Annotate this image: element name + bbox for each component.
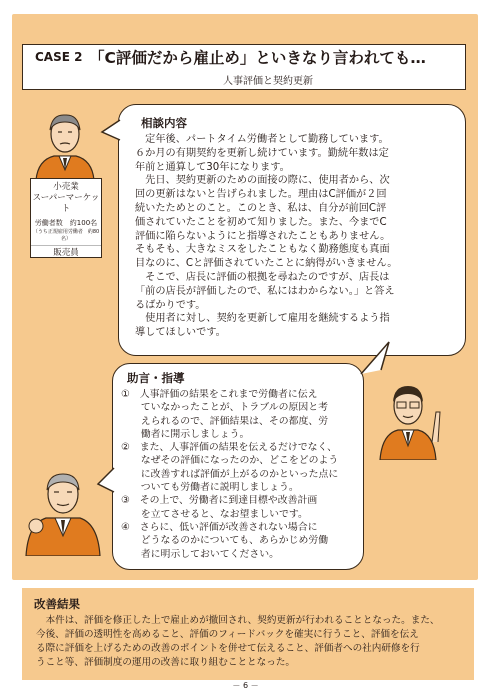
worker-industry: 小売業 <box>53 182 79 192</box>
employer-illustration <box>22 464 104 556</box>
consultation-text: 定年後、パートタイム労働者として勤務しています。 ６か月の有期契約を更新し続けています。勤続年数は定 年前と通算して30年になります。 先日、契約更新のための面接の際に、使用者から、次 回の更新はないと告げられました。理由はC評価が２回 続いたためとのこと。このとき、私は、自分が前回C評 価されていたことを初めて知りました。また、今までC 評価に陥らないようにと指導されたこともありません。 そもそも、大きなミスをしたこともなく勤務態度も真面 目なのに、Cと評価されていたことに納得がいきません。 そこで、店長に評価の根拠を尋ねたのですが、店長は 「前の店長が評価したので、私にはわからない。」と答え るばかりです。 使用者に対し、契約を更新して雇用を継続するよう指 導してほしいです。 <box>135 134 398 339</box>
advisor-illustration <box>372 372 444 460</box>
result-section <box>22 588 474 680</box>
worker-illustration <box>32 108 98 180</box>
worker-role: 販売員 <box>31 245 101 259</box>
advice-bubble-tail <box>359 340 399 376</box>
worker-employees-note: （うち正規雇用労働者 約80名） <box>32 229 100 242</box>
consultation-heading: 相談内容 <box>141 116 187 130</box>
employer-bubble-tail <box>96 466 116 496</box>
case-subtitle: 人事評価と契約更新 <box>223 76 313 87</box>
consultation-bubble <box>118 104 466 356</box>
advice-heading: 助言・指導 <box>127 371 185 385</box>
result-text: 本件は、評価を修正した上で雇止めが撤回され、契約更新が行われることとなった。また、 今後、評価の透明性を高めること、評価のフィードバックを確実に行うこと、評価を伝え る際に評価を上げるための改善のポイントを併せて伝えること、評価者への社内研修を行 うこと等、評価制度の運用の改善に取り組むこととなった。 <box>36 615 440 668</box>
case-header <box>22 44 466 90</box>
case-label: CASE 2 <box>35 50 83 64</box>
result-heading: 改善結果 <box>34 597 80 611</box>
advice-bubble <box>112 363 364 570</box>
worker-info <box>30 178 102 258</box>
page-number: － 6 － <box>232 681 259 690</box>
worker-employees: 労働者数 約100名 <box>34 219 98 227</box>
worker-company: スーパーマーケット <box>32 193 100 214</box>
bubble-tail <box>100 118 122 144</box>
advice-text: ① 人事評価の結果をこれまで労働者に伝え ていなかったことが、トラブルの原因と考 えられるので、評価結果は、その都度、労 働者に開示しましょう。 ② また、人事評価の結果を伝えるだけでなく、 なぜその評価になったのか、どこをどのよう に改善すれば評価が上がるのかといった点に ついても労働者に説明しましょう。 ③ その上で、労働者に到達目標や改善計画 を立てさせると、なお望ましいです。 ④ さらに、低い評価が改善されない場合に どうなるのかについても、あらかじめ労働 者に明示しておいてください。 <box>121 389 339 560</box>
case-title: 「C評価だから雇止め」といきなり言われても… <box>89 49 426 67</box>
